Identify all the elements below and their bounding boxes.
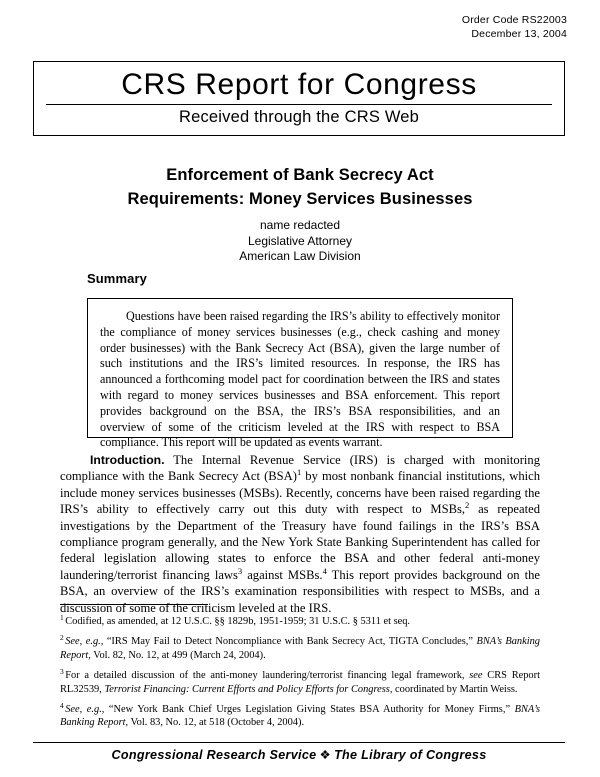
footnote-text: “IRS May Fail to Detect Noncompliance with Bank Secrecy Act, TIGTA Concludes,”	[103, 636, 477, 648]
page-footer	[33, 747, 565, 762]
byline-role: Legislative Attorney	[247, 233, 353, 248]
report-date: December 13, 2004	[471, 28, 567, 40]
footnote-signal: See, e.g.,	[65, 636, 104, 648]
byline	[60, 218, 540, 265]
crs-banner	[33, 61, 565, 136]
diamond-icon: ❖	[319, 748, 332, 762]
footnote-marker: 3	[60, 666, 64, 676]
footnote-item	[60, 612, 540, 628]
footnote-text: Codified, as amended, at 12 U.S.C. §§ 1829b, 1951-1959; 31 U.S.C. § 5311 et seq.	[65, 616, 411, 627]
introduction-paragraph	[60, 452, 540, 616]
footnote-source-title: BNA’s Banking Report,	[60, 636, 540, 661]
introduction-run-in-heading: Introduction.	[90, 453, 165, 467]
footnote-ref-3[interactable]: 3	[237, 565, 243, 576]
footnote-ref-2[interactable]: 2	[465, 500, 470, 511]
body-content	[60, 452, 540, 616]
byline-author: name redacted	[259, 218, 341, 232]
page-title-line-1: Enforcement of Bank Secrecy Act	[166, 166, 434, 184]
introduction-text-3: as repeated investigations by the Department of the Treasury have found failings in the IRS’s BSA compliance program generally, and the New York State Banking Superintendent has called for federal legislation allowing states to enforce the BSA and other federal anti-money laundering/terrorist financing laws	[60, 502, 540, 582]
footer-divider	[33, 742, 565, 743]
footnote-text: “New York Bank Chief Urges Legislation Giving States BSA Authority for Money Firms,”	[104, 704, 515, 716]
footnote-marker: 2	[60, 632, 64, 642]
page-title	[60, 163, 540, 211]
footnote-signal: see	[469, 670, 483, 682]
footer-institution: The Library of Congress	[334, 748, 487, 762]
footnote-ref-1[interactable]: 1	[296, 467, 302, 478]
order-code: Order Code RS22003	[461, 14, 567, 26]
footnote-text: For a detailed discussion of the anti-money laundering/terrorist financing legal framework,	[65, 670, 470, 682]
footnote-text-tail: coordinated by Martin Weiss.	[392, 683, 518, 695]
byline-division: American Law Division	[239, 249, 361, 263]
introduction-text-5: This report provides background on the BSA, an overview of the IRS’s examination responsibilities with respect to MSBs, and a discussion of some of the criticism leveled at the IRS.	[60, 567, 540, 615]
footnote-source-title: BNA’s Banking Report,	[60, 704, 540, 729]
footer-agency: Congressional Research Service	[111, 748, 317, 762]
summary-text: Questions have been raised regarding the IRS’s ability to effectively monitor the compliance of money services businesses (e.g., check cashing and money order businesses) with the Bank Secrecy Act (BSA), given the large number of such institutions and the IRS’s limited resources. In response, the IRS has announced a forthcoming model pact for coordination between the IRS and states with regard to money services businesses and BSA enforcement. This report provides background on the BSA, the IRS’s BSA responsibilities, and an overview of some of the criticism leveled at the IRS with respect to BSA compliance. This report will be updated as events warrant.	[100, 309, 500, 450]
footnote-item	[60, 632, 540, 662]
footnote-ref-4[interactable]: 4	[322, 565, 327, 576]
page-title-line-2: Requirements: Money Services Businesses	[127, 190, 473, 208]
banner-subtitle: Received through the CRS Web	[178, 108, 420, 126]
footnote-separator-rule	[60, 604, 208, 605]
footnote-text-tail: Vol. 82, No. 12, at 499 (March 24, 2004).	[90, 649, 266, 661]
footnote-item	[60, 700, 540, 730]
banner-title: CRS Report for Congress	[121, 68, 477, 101]
footnote-marker: 4	[60, 700, 64, 710]
footnote-marker: 1	[60, 612, 64, 622]
footnotes-section	[60, 612, 540, 737]
footnote-source-title: Terrorist Financing: Current Efforts and Policy Efforts for Congress,	[104, 683, 393, 695]
introduction-text-2: by most nonbank financial institutions, which include money services businesses (MSBs). Recently, concerns have been raised regarding the IRS’s ability to effectively carry out this duty with respect to MSBs,	[60, 469, 540, 517]
banner-divider	[46, 104, 552, 105]
footnote-signal: See, e.g.,	[65, 704, 105, 716]
footnote-text-mid: CRS Report RL32539,	[60, 670, 540, 695]
footnote-item	[60, 666, 540, 696]
summary-box	[87, 298, 513, 450]
introduction-text-4: against MSBs.	[242, 567, 323, 582]
introduction-text-1: The Internal Revenue Service (IRS) is charged with monitoring compliance with the Bank Secrecy Act (BSA)	[60, 453, 540, 484]
order-code-block	[462, 13, 567, 41]
summary-heading: Summary	[87, 271, 147, 286]
footnote-text-tail: Vol. 83, No. 12, at 518 (October 4, 2004).	[128, 717, 305, 729]
